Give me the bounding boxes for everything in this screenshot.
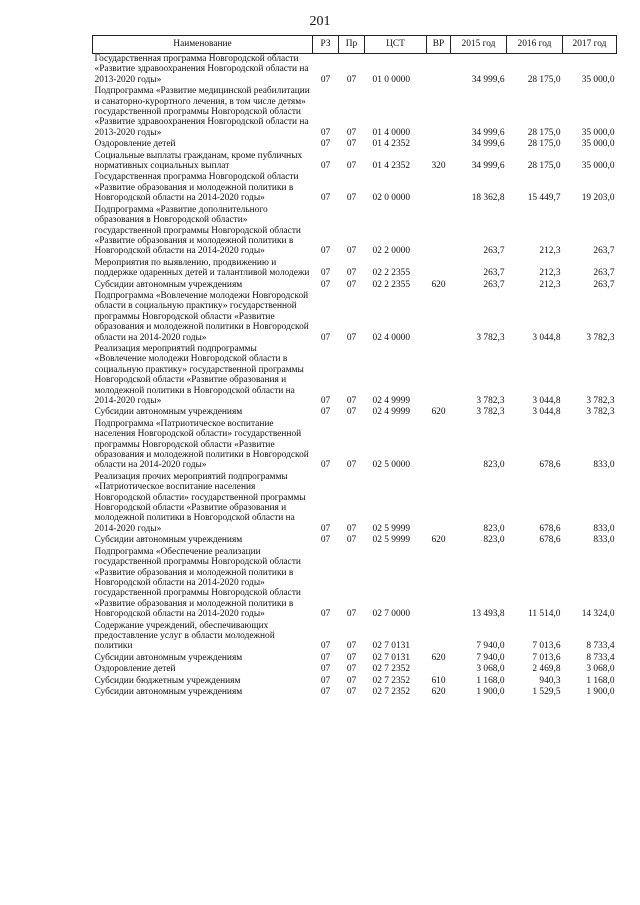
row-value-2016: 15 449,7 — [527, 193, 561, 204]
row-cst-cell — [365, 547, 427, 621]
row-value-2016: 212,3 — [539, 279, 561, 290]
row-cst: 02 4 0000 — [372, 332, 410, 343]
row-cst: 02 2 2355 — [372, 268, 410, 279]
row-cst: 02 0 0000 — [372, 193, 410, 204]
row-vr — [427, 172, 451, 204]
row-cst: 02 7 0000 — [372, 609, 410, 620]
row-vr: 620 — [431, 407, 446, 418]
row-value-2015: 823,0 — [483, 523, 505, 534]
row-value-2017: 35 000,0 — [581, 74, 615, 85]
row-pr: 07 — [346, 268, 357, 279]
row-vr: 620 — [431, 686, 446, 697]
row-pr: 07 — [346, 74, 357, 85]
table-row — [93, 547, 617, 621]
row-name: Подпрограмма «Патриотическое воспитание населения Новгородской области» государственной программы Новгородской области «Развитие образования и молодежной политики в Новгородской области на 2014-2020 годы» — [94, 418, 309, 471]
row-name: Содержание учреждений, обеспечивающих предоставление услуг в области молодежной политики — [94, 620, 275, 652]
row-vr — [427, 547, 451, 621]
row-vr: 620 — [431, 535, 446, 546]
row-value-2017: 8 733,4 — [586, 641, 615, 652]
row-rz: 07 — [320, 609, 331, 620]
row-vr: 320 — [431, 161, 446, 172]
row-cst-cell — [365, 86, 427, 139]
row-cst-cell — [365, 291, 427, 344]
row-name: Субсидии автономным учреждениям — [94, 279, 243, 290]
row-value-2016: 28 175,0 — [527, 74, 561, 85]
row-pr: 07 — [346, 193, 357, 204]
row-value-2017: 35 000,0 — [581, 161, 615, 172]
row-rz: 07 — [320, 193, 331, 204]
header-2015: 2015 год — [451, 36, 507, 54]
row-pr: 07 — [346, 407, 357, 418]
row-name: Мероприятия по выявлению, продвижению и поддержке одаренных детей и талантливой молодежи — [94, 257, 310, 279]
row-pr: 07 — [346, 664, 357, 675]
row-vr — [427, 344, 451, 407]
header-name: Наименование — [93, 36, 313, 54]
row-rz: 07 — [320, 675, 331, 686]
row-value-2017: 833,0 — [593, 460, 615, 471]
row-cst-cell — [365, 419, 427, 472]
row-value-2017: 263,7 — [593, 279, 615, 290]
row-pr: 07 — [346, 396, 357, 406]
row-vr — [427, 139, 451, 150]
row-name: Реализация прочих мероприятий подпрограммы «Патриотическое воспитание населения Новгородской области» государственной программы Новгородской области «Развитие образования и молодежной политики в Новгородской области на 2014-2020 годы» — [94, 471, 306, 534]
row-value-2015: 3 782,3 — [476, 407, 505, 418]
table-row — [93, 419, 617, 472]
row-name: Оздоровление детей — [94, 139, 176, 150]
row-value-2017: 19 203,0 — [581, 193, 615, 204]
row-vr — [427, 621, 451, 653]
row-cst-cell — [365, 280, 427, 291]
row-cst-cell — [365, 172, 427, 204]
row-name: Подпрограмма «Развитие дополнительного образования в Новгородской области» государственной программы Новгородской области «Развитие образования и молодежной политики в Новгородской области на 2014-2020 годы» — [94, 204, 301, 257]
row-value-2016: 212,3 — [539, 246, 561, 257]
row-cst: 02 5 9999 — [372, 535, 410, 546]
row-value-2017: 3 782,3 — [586, 396, 615, 406]
row-rz: 07 — [320, 535, 331, 546]
row-rz: 07 — [320, 407, 331, 418]
row-pr: 07 — [346, 535, 357, 546]
row-value-2017: 8 733,4 — [586, 652, 615, 663]
table-row — [93, 291, 617, 344]
row-value-2015: 263,7 — [483, 268, 505, 279]
row-rz: 07 — [320, 139, 331, 150]
row-value-2016: 7 013,6 — [532, 641, 561, 652]
row-value-2016: 7 013,6 — [532, 652, 561, 663]
row-vr — [427, 205, 451, 258]
header-2017: 2017 год — [563, 36, 617, 54]
row-cst-cell — [365, 54, 427, 87]
table-row — [93, 172, 617, 204]
row-value-2015: 34 999,6 — [471, 139, 505, 150]
row-name: Субсидии автономным учреждениям — [94, 652, 243, 663]
row-name: Государственная программа Новгородской области «Развитие образования и молодежной политики в Новгородской области на 2014-2020 годы» — [94, 172, 299, 204]
row-cst: 02 7 0131 — [372, 641, 410, 652]
row-name: Социальные выплаты гражданам, кроме публичных нормативных социальных выплат — [94, 150, 303, 172]
row-value-2017: 3 782,3 — [586, 407, 615, 418]
header-pr: Пр — [339, 36, 365, 54]
row-value-2016: 28 175,0 — [527, 127, 561, 138]
row-value-2016: 678,6 — [539, 535, 561, 546]
row-rz: 07 — [320, 268, 331, 279]
row-cst: 01 4 0000 — [372, 127, 410, 138]
row-pr: 07 — [346, 652, 357, 663]
row-value-2015: 3 782,3 — [476, 332, 505, 343]
row-rz: 07 — [320, 460, 331, 471]
row-vr — [427, 291, 451, 344]
table-row — [93, 472, 617, 535]
header-cst: ЦСТ — [365, 36, 427, 54]
row-name: Подпрограмма «Вовлечение молодежи Новгородской области в социальную практику» государственной программы Новгородской области «Развитие образования и молодежной политики в Новгородской области на 2014-2020 годы» — [94, 290, 309, 343]
row-value-2015: 18 362,8 — [471, 193, 505, 204]
row-cst-cell — [365, 653, 427, 664]
table-row — [93, 258, 617, 280]
row-rz: 07 — [320, 652, 331, 663]
row-value-2017: 263,7 — [593, 246, 615, 257]
row-rz: 07 — [320, 523, 331, 534]
row-value-2015: 34 999,6 — [471, 74, 505, 85]
table-row — [93, 344, 617, 407]
row-cst: 02 4 9999 — [372, 407, 410, 418]
row-pr: 07 — [346, 675, 357, 686]
row-cst-cell — [365, 535, 427, 546]
row-cst: 02 7 2352 — [372, 664, 410, 675]
row-value-2016: 678,6 — [539, 523, 561, 534]
row-value-2016: 212,3 — [539, 268, 561, 279]
header-2016: 2016 год — [507, 36, 563, 54]
row-value-2016: 11 514,0 — [528, 609, 561, 620]
row-cst-cell — [365, 139, 427, 150]
table-header-row — [93, 36, 617, 54]
row-value-2017: 833,0 — [593, 535, 615, 546]
table-row — [93, 664, 617, 675]
row-cst: 02 2 0000 — [372, 246, 410, 257]
row-cst: 02 5 9999 — [372, 523, 410, 534]
row-value-2017: 35 000,0 — [581, 127, 615, 138]
table-row — [93, 139, 617, 150]
row-value-2017: 263,7 — [593, 268, 615, 279]
row-rz: 07 — [320, 664, 331, 675]
row-cst: 01 0 0000 — [372, 74, 410, 85]
row-value-2015: 34 999,6 — [471, 127, 505, 138]
row-pr: 07 — [346, 609, 357, 620]
table-row — [93, 653, 617, 664]
row-value-2016: 678,6 — [539, 460, 561, 471]
row-value-2016: 1 529,5 — [532, 686, 561, 697]
row-cst: 02 2 2355 — [372, 279, 410, 290]
row-cst-cell — [365, 676, 427, 687]
row-cst-cell — [365, 621, 427, 653]
row-value-2015: 823,0 — [483, 460, 505, 471]
row-rz: 07 — [320, 161, 331, 172]
row-cst: 02 5 0000 — [372, 460, 410, 471]
page-number: 201 — [309, 14, 331, 29]
row-name: Субсидии бюджетным учреждениям — [94, 675, 241, 686]
row-rz: 07 — [320, 332, 331, 343]
row-cst-cell — [365, 344, 427, 407]
row-pr: 07 — [346, 279, 357, 290]
row-value-2016: 2 469,8 — [532, 664, 561, 675]
row-value-2017: 14 324,0 — [581, 609, 615, 620]
header-rz: РЗ — [313, 36, 339, 54]
row-pr: 07 — [346, 161, 357, 172]
table-row — [93, 54, 617, 87]
row-vr: 620 — [431, 652, 446, 663]
row-pr: 07 — [346, 523, 357, 534]
row-name: Субсидии автономным учреждениям — [94, 407, 243, 418]
row-value-2015: 3 068,0 — [476, 664, 505, 675]
table-row — [93, 280, 617, 291]
row-value-2015: 1 900,0 — [476, 686, 505, 697]
row-cst: 02 4 9999 — [372, 396, 410, 406]
row-pr: 07 — [346, 641, 357, 652]
row-value-2015: 263,7 — [483, 279, 505, 290]
row-value-2017: 833,0 — [593, 523, 615, 534]
row-name: Оздоровление детей — [94, 664, 176, 675]
row-value-2015: 34 999,6 — [471, 161, 505, 172]
row-value-2015: 263,7 — [483, 246, 505, 257]
row-value-2015: 7 940,0 — [476, 641, 505, 652]
row-vr — [427, 258, 451, 280]
row-name: Подпрограмма «Развитие медицинской реабилитации и санаторно-курортного лечения, в том числе детям» государственной программы Новгородской области «Развитие здравоохранения Новгородской области на 2013-2020 годы» — [94, 86, 310, 138]
row-vr: 610 — [431, 675, 446, 686]
row-rz: 07 — [320, 396, 331, 406]
table-row — [93, 621, 617, 653]
row-value-2017: 3 068,0 — [586, 664, 615, 675]
row-cst-cell — [365, 664, 427, 675]
row-name: Субсидии автономным учреждениям — [94, 535, 243, 546]
row-value-2015: 3 782,3 — [476, 396, 505, 406]
row-rz: 07 — [320, 246, 331, 257]
table-row — [93, 205, 617, 258]
row-cst-cell — [365, 205, 427, 258]
row-vr — [427, 664, 451, 675]
row-rz: 07 — [320, 127, 331, 138]
row-rz: 07 — [320, 74, 331, 85]
row-value-2017: 35 000,0 — [581, 139, 615, 150]
row-pr: 07 — [346, 332, 357, 343]
row-pr: 07 — [346, 139, 357, 150]
row-cst-cell — [365, 151, 427, 173]
row-value-2016: 3 044,8 — [532, 396, 561, 406]
row-cst: 01 4 2352 — [372, 139, 410, 150]
row-pr: 07 — [346, 127, 357, 138]
row-rz: 07 — [320, 279, 331, 290]
row-cst-cell — [365, 407, 427, 418]
row-vr — [427, 419, 451, 472]
row-value-2015: 823,0 — [483, 535, 505, 546]
row-value-2016: 940,3 — [539, 675, 561, 686]
table-row — [93, 535, 617, 546]
row-vr — [427, 54, 451, 87]
row-rz: 07 — [320, 686, 331, 697]
row-value-2017: 1 168,0 — [586, 675, 615, 686]
row-vr: 620 — [431, 279, 446, 290]
row-cst: 02 7 2352 — [372, 686, 410, 697]
row-value-2016: 28 175,0 — [527, 161, 561, 172]
row-pr: 07 — [346, 460, 357, 471]
row-name: Реализация мероприятий подпрограммы «Вовлечение молодежи Новгородской области в социальную практику» государственной программы Новгородской области «Развитие образования и молодежной политики в Новгородской области на 2014-2020 годы» — [94, 343, 304, 406]
row-cst-cell — [365, 472, 427, 535]
row-value-2016: 3 044,8 — [532, 332, 561, 343]
header-vr: ВР — [427, 36, 451, 54]
budget-table — [92, 35, 617, 698]
table-row — [93, 676, 617, 687]
row-vr — [427, 472, 451, 535]
table-body — [93, 54, 617, 699]
row-value-2015: 7 940,0 — [476, 652, 505, 663]
table-row — [93, 151, 617, 173]
row-value-2015: 1 168,0 — [476, 675, 505, 686]
row-value-2016: 28 175,0 — [527, 139, 561, 150]
row-cst: 01 4 2352 — [372, 161, 410, 172]
row-pr: 07 — [346, 686, 357, 697]
row-cst-cell — [365, 258, 427, 280]
table-row — [93, 86, 617, 139]
row-value-2017: 1 900,0 — [586, 686, 615, 697]
row-vr — [427, 86, 451, 139]
row-name: Государственная программа Новгородской области «Развитие здравоохранения Новгородской области на 2013-2020 годы» — [94, 54, 309, 85]
row-cst-cell — [365, 687, 427, 698]
table-row — [93, 687, 617, 698]
row-rz: 07 — [320, 641, 331, 652]
row-cst: 02 7 0131 — [372, 652, 410, 663]
row-name: Подпрограмма «Обеспечение реализации государственной программы Новгородской области «Развитие образования и молодежной политики в Новгородской области на 2014-2020 годы» государственной программы Новгородской области «Развитие образования и молодежной политики в Новгородской области на 2014-2020 годы» — [94, 546, 301, 620]
row-value-2015: 13 493,8 — [471, 609, 505, 620]
row-pr: 07 — [346, 246, 357, 257]
row-name: Субсидии автономным учреждениям — [94, 686, 243, 697]
row-value-2017: 3 782,3 — [586, 332, 615, 343]
table-row — [93, 407, 617, 418]
row-cst: 02 7 2352 — [372, 675, 410, 686]
row-value-2016: 3 044,8 — [532, 407, 561, 418]
